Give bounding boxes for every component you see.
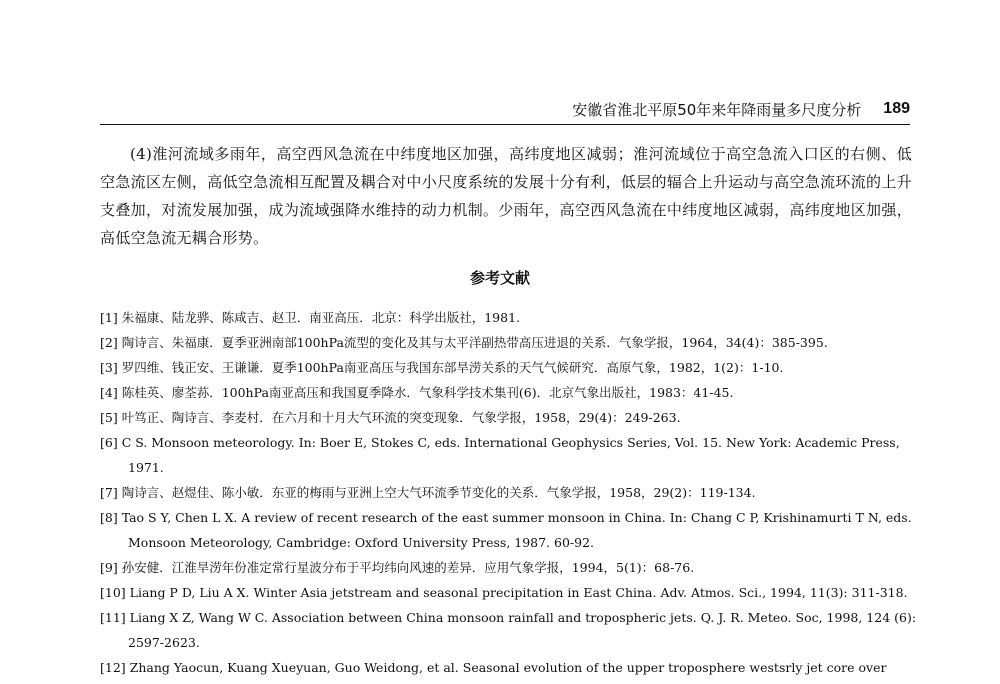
reference-number: [12]	[100, 660, 126, 675]
reference-number: [5]	[100, 410, 118, 425]
running-header-title: 安徽省淮北平原50年来年降雨量多尺度分析	[572, 100, 862, 119]
reference-text: Liang X Z, Wang W C. Association between China monsoon rainfall and tropospheric jets. Q. J. R. Meteo. Soc, 1998, 124 (6): 2597-2623.	[128, 610, 917, 650]
references-heading: 参考文献	[469, 269, 530, 287]
reference-number: [1]	[100, 310, 118, 325]
reference-text: Tao S Y, Chen L X. A review of recent research of the east summer monsoon in China. In: Chang C P, Krishinamurti T N, eds. Monsoon Meteorology, Cambridge: Oxford University Press, 1987. 60-92.	[121, 510, 912, 550]
reference-number: [8]	[100, 510, 118, 525]
reference-number: [7]	[100, 485, 118, 500]
reference-text: 叶笃正、陶诗言、李麦村．在六月和十月大气环流的突变现象．气象学报，1958，29(4)：249-263.	[121, 410, 681, 425]
running-header	[100, 94, 910, 125]
reference-number: [9]	[100, 560, 118, 575]
reference-number: [6]	[100, 435, 118, 450]
reference-item	[100, 480, 918, 505]
reference-item	[100, 380, 918, 405]
reference-number: [10]	[100, 585, 126, 600]
reference-text: 罗四维、钱正安、王谦谦．夏季100hPa南亚高压与我国东部旱涝关系的天气气候研究．高原气象，1982，1(2)：1-10.	[121, 360, 784, 375]
reference-text: Liang P D, Liu A X. Winter Asia jetstream and seasonal precipitation in East China. Adv. Atmos. Sci., 1994, 11(3): 311-318.	[129, 585, 908, 600]
reference-item	[100, 405, 918, 430]
reference-item	[100, 555, 918, 580]
references-list	[100, 305, 918, 680]
reference-text: 陶诗言、赵煜佳、陈小敏．东亚的梅雨与亚洲上空大气环流季节变化的关系．气象学报，1958，29(2)：119-134.	[121, 485, 756, 500]
reference-item	[100, 305, 918, 330]
reference-text: 孙安健．江淮旱涝年份准定常行星波分布于平均纬向风速的差异．应用气象学报，1994，5(1)：68-76.	[121, 560, 695, 575]
reference-item	[100, 505, 918, 555]
reference-text: 陶诗言、朱福康．夏季亚洲南部100hPa流型的变化及其与太平洋副热带高压进退的关系．气象学报，1964，34(4)：385-395.	[121, 335, 828, 350]
reference-number: [4]	[100, 385, 118, 400]
reference-text: C S. Monsoon meteorology. In: Boer E, Stokes C, eds. International Geophysics Series, Vol. 15. New York: Academic Press, 1971.	[121, 435, 900, 475]
reference-text: 陈桂英、廖荃荪．100hPa南亚高压和我国夏季降水．气象科学技术集刊(6)．北京气象出版社，1983：41-45.	[121, 385, 734, 400]
reference-item	[100, 605, 918, 655]
reference-text: Zhang Yaocun, Kuang Xueyuan, Guo Weidong, et al. Seasonal evolution of the upper troposphere westsrly jet core over	[129, 660, 887, 675]
page-number: 189	[883, 100, 910, 117]
reference-item	[100, 655, 918, 680]
reference-item	[100, 430, 918, 480]
reference-number: [2]	[100, 335, 118, 350]
reference-number: [11]	[100, 610, 126, 625]
reference-number: [3]	[100, 360, 118, 375]
reference-item	[100, 580, 918, 605]
reference-text: 朱福康、陆龙骅、陈咸吉、赵卫．南亚高压．北京：科学出版社，1981.	[121, 310, 520, 325]
reference-item	[100, 355, 918, 380]
body-paragraph: (4)淮河流域多雨年，高空西风急流在中纬度地区加强，高纬度地区减弱；淮河流域位于高空急流入口区的右侧、低空急流区左侧，高低空急流相互配置及耦合对中小尺度系统的发展十分有利，低层的辐合上升运动与高空急流环流的上升支叠加，对流发展加强，成为流域强降水维持的动力机制。少雨年，高空西风急流在中纬度地区减弱，高纬度地区加强，高低空急流无耦合形势。	[100, 145, 912, 247]
reference-item	[100, 330, 918, 355]
